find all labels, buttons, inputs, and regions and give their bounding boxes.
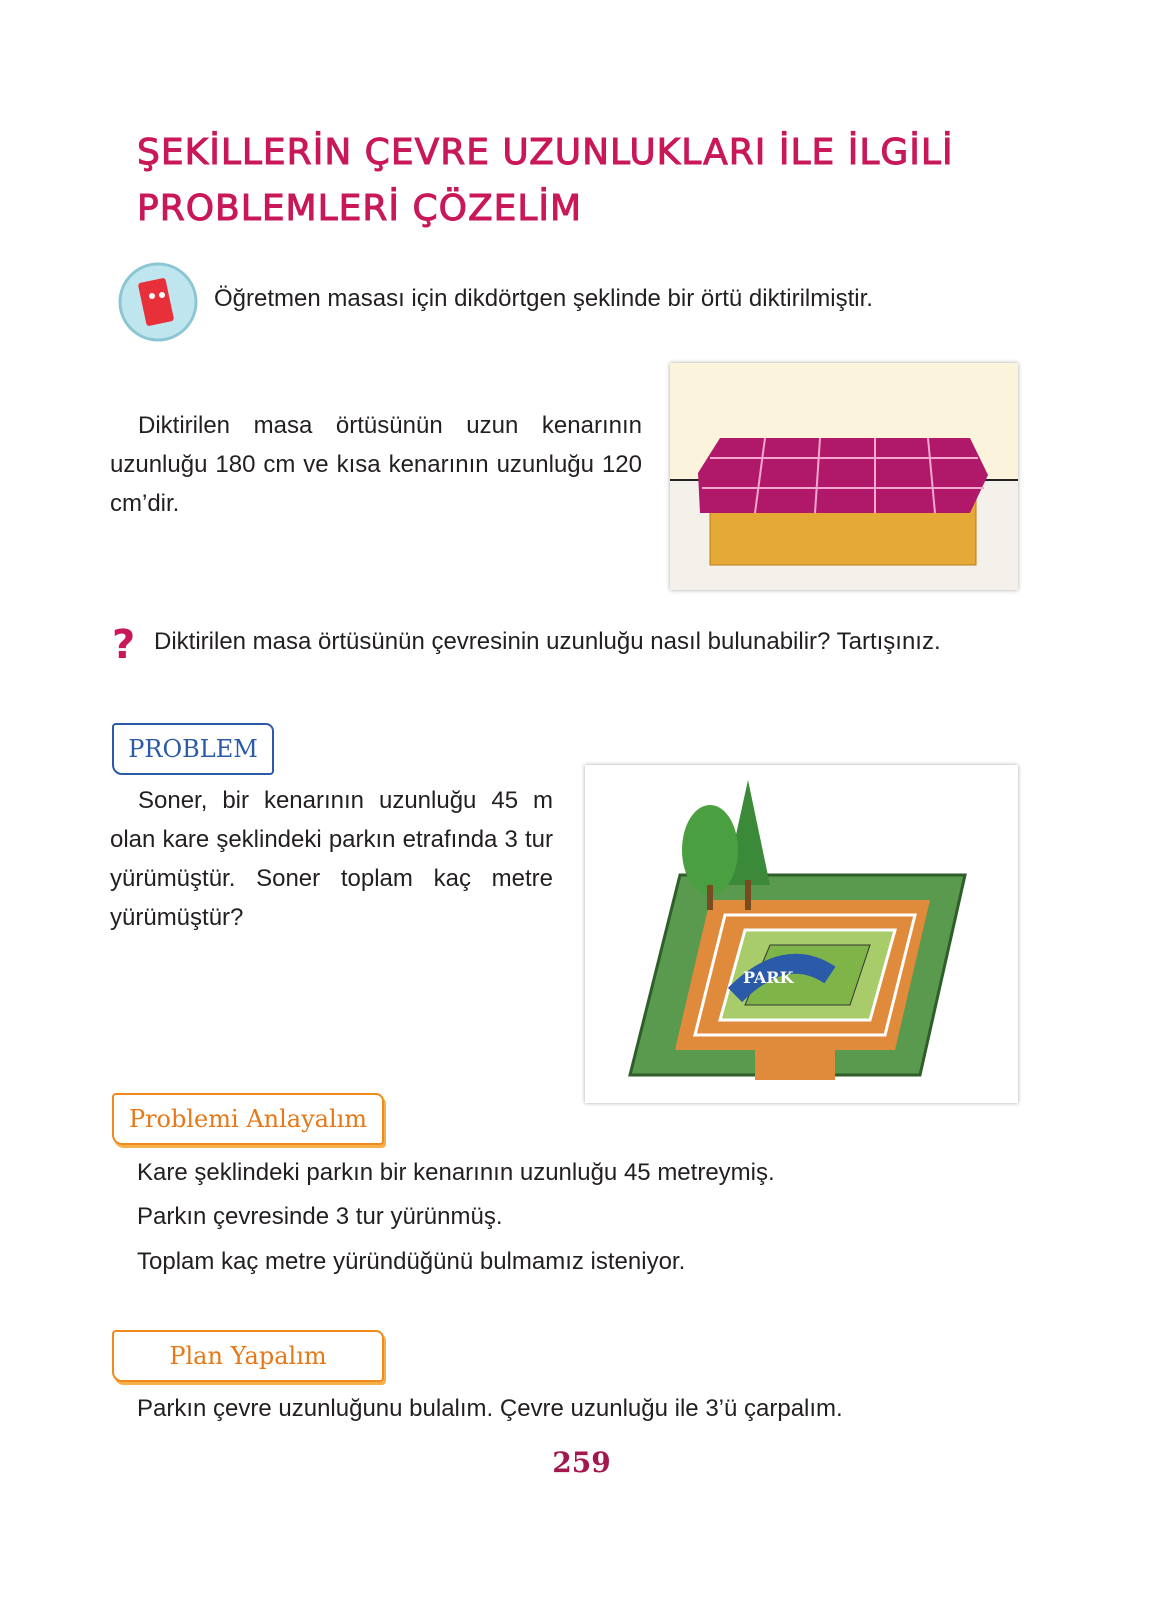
understand-line-3: Toplam kaç metre yüründüğünü bulmamız isteniyor. (137, 1248, 686, 1275)
section-title-line1: ŞEKİLLERİN ÇEVRE UZUNLUKLARI İLE İLGİLİ (137, 132, 954, 173)
understand-line-2: Parkın çevresinde 3 tur yürünmüş. (137, 1203, 503, 1230)
plan-text: Parkın çevre uzunluğunu bulalım. Çevre uzunluğu ile 3’ü çarpalım. (137, 1395, 843, 1422)
notebook-mascot-icon (112, 262, 200, 346)
park-sign: PARK (743, 968, 794, 987)
section-title-line2: PROBLEMLERİ ÇÖZELİM (137, 188, 583, 229)
table-description: Diktirilen masa örtüsünün uzun kenarının uzunluğu 180 cm ve kısa kenarının uzunluğu 120 cm’dir. (110, 412, 642, 517)
park-illustration (585, 765, 1018, 1103)
park-image (585, 765, 1018, 1103)
plan-label: Plan Yapalım (112, 1330, 384, 1382)
svg-text:?: ? (112, 622, 136, 666)
understand-line-1: Kare şeklindeki parkın bir kenarının uzunluğu 45 metreymiş. (137, 1159, 775, 1186)
table-illustration (670, 363, 1018, 590)
intro-text: Öğretmen masası için dikdörtgen şeklinde bir örtü diktirilmiştir. (214, 285, 873, 312)
tablecloth-table-image (670, 363, 1018, 590)
discussion-question: Diktirilen masa örtüsünün çevresinin uzunluğu nasıl bulunabilir? Tartışınız. (154, 628, 941, 655)
understand-label: Problemi Anlayalım (112, 1093, 384, 1145)
problem-text: Soner, bir kenarının uzunluğu 45 m olan kare şeklindeki parkın etrafında 3 tur yürümüştür. Soner toplam kaç metre yürümüştür? (110, 787, 553, 931)
page-number: 259 (552, 1446, 611, 1479)
problem-label: PROBLEM (112, 723, 274, 775)
